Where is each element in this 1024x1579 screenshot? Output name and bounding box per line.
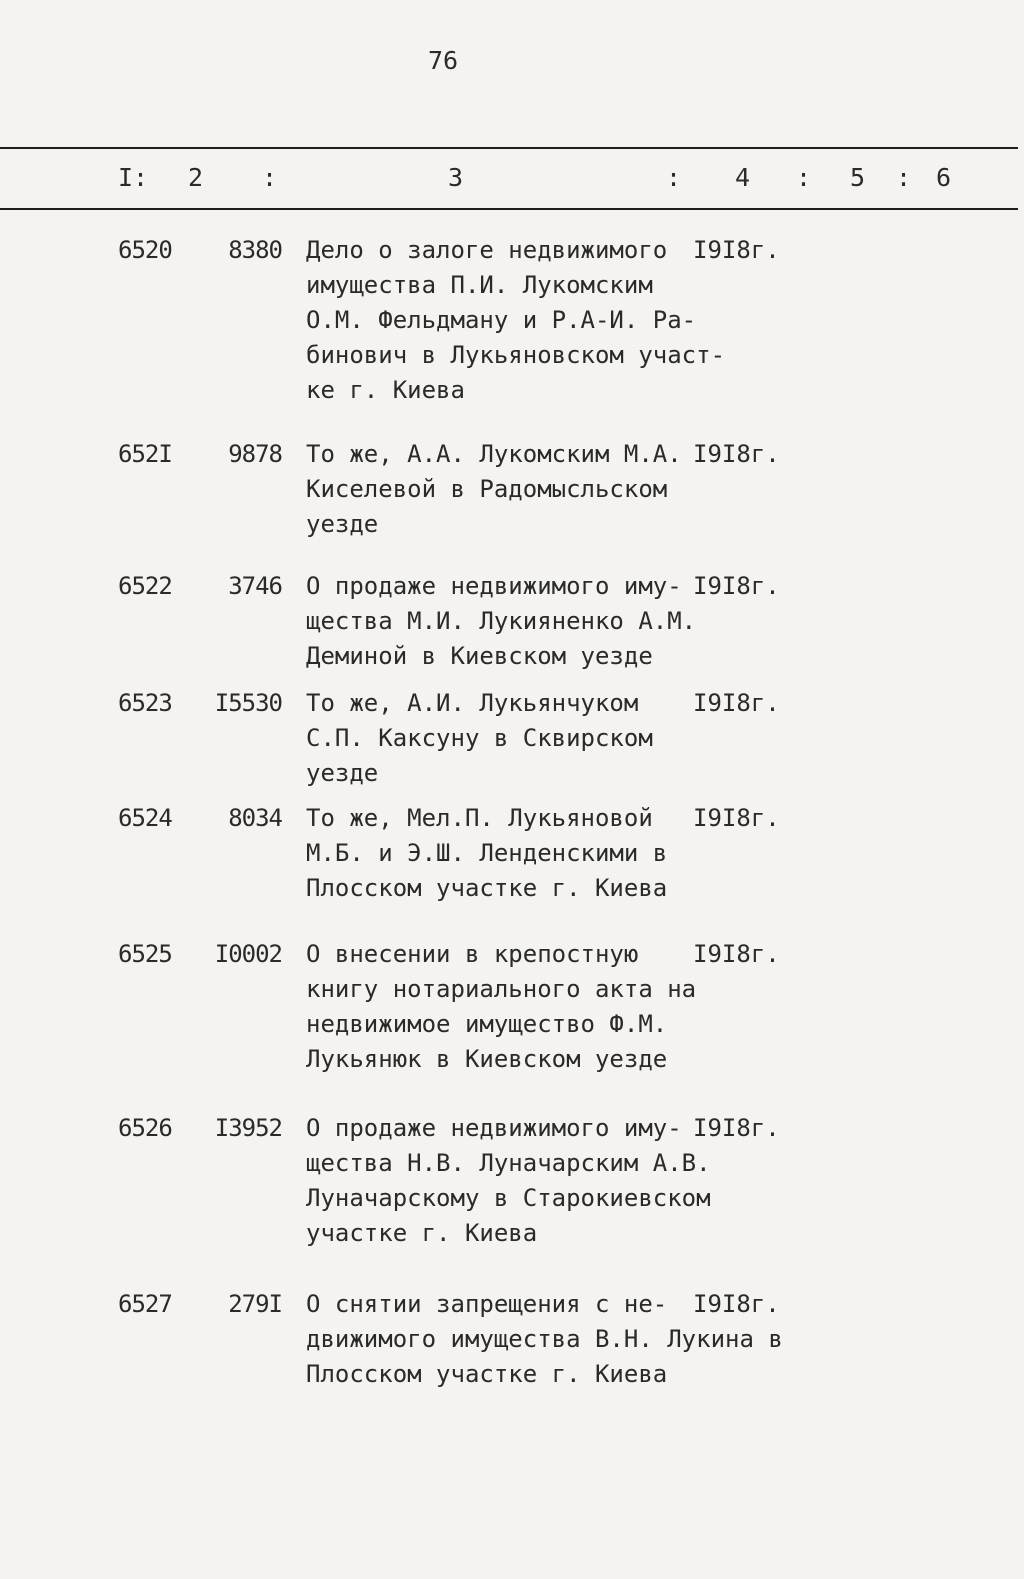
description-line: Киселевой в Радомысльском	[306, 475, 668, 503]
description-line: О снятии запрещения с не-	[306, 1290, 668, 1318]
header-col-2: 2	[188, 163, 204, 192]
record-number: 652I	[118, 440, 172, 468]
page-number: 76	[428, 46, 459, 75]
header-separator: :	[262, 163, 278, 192]
record-year: I9I8г.	[693, 689, 780, 717]
record-year: I9I8г.	[693, 804, 780, 832]
record-description	[306, 937, 706, 1077]
record-year: I9I8г.	[693, 236, 780, 264]
record-sheet: I0002	[214, 940, 282, 968]
description-line: Лукьянюк в Киевском уезде	[306, 1045, 668, 1073]
header-col-5: 5	[850, 163, 866, 192]
record-sheet: 8034	[228, 804, 282, 832]
record-description	[306, 437, 706, 542]
header-col-6: 6	[936, 163, 952, 192]
record-number: 6523	[118, 689, 172, 717]
description-line: То же, Мел.П. Лукьяновой	[306, 804, 653, 832]
description-line: имущества П.И. Лукомским	[306, 271, 653, 299]
record-number: 6525	[118, 940, 172, 968]
description-line: М.Б. и Э.Ш. Ленденскими в	[306, 839, 668, 867]
record-year: I9I8г.	[693, 1114, 780, 1142]
record-number: 6527	[118, 1290, 172, 1318]
description-line: недвижимое имущество Ф.М.	[306, 1010, 668, 1038]
description-line: О внесении в крепостную	[306, 940, 639, 968]
description-line: щества Н.В. Луначарским А.В.	[306, 1149, 711, 1177]
header-col-4: 4	[735, 163, 751, 192]
record-year: I9I8г.	[693, 572, 780, 600]
description-line: О продаже недвижимого иму-	[306, 1114, 682, 1142]
header-separator: :	[796, 163, 812, 192]
record-number: 6522	[118, 572, 172, 600]
record-sheet: I3952	[214, 1114, 282, 1142]
record-sheet: 3746	[228, 572, 282, 600]
record-number: 6524	[118, 804, 172, 832]
record-description	[306, 1111, 711, 1251]
record-description	[306, 686, 706, 791]
description-line: Дело о залоге недвижимого	[306, 236, 668, 264]
record-year: I9I8г.	[693, 440, 780, 468]
description-line: участке г. Киева	[306, 1219, 538, 1247]
description-line: книгу нотариального акта на	[306, 975, 697, 1003]
description-line: движимого имущества В.Н. Лукина в	[306, 1325, 783, 1353]
description-line: Луначарскому в Старокиевском	[306, 1184, 711, 1212]
record-sheet: I5530	[214, 689, 282, 717]
description-line: уезде	[306, 510, 379, 538]
record-year: I9I8г.	[693, 1290, 780, 1318]
header-col-1: I:	[118, 163, 149, 192]
record-sheet: 8380	[228, 236, 282, 264]
record-number: 6520	[118, 236, 172, 264]
description-line: О.М. Фельдману и Р.А-И. Ра-	[306, 306, 697, 334]
description-line: То же, А.И. Лукьянчуком	[306, 689, 639, 717]
record-sheet: 9878	[228, 440, 282, 468]
description-line: О продаже недвижимого иму-	[306, 572, 682, 600]
record-description	[306, 569, 706, 674]
description-line: уезде	[306, 759, 379, 787]
description-line: ке г. Киева	[306, 376, 465, 404]
description-line: бинович в Лукьяновском участ-	[306, 341, 726, 369]
description-line: щества М.И. Лукияненко А.М.	[306, 607, 697, 635]
record-description	[306, 801, 706, 906]
description-line: Плосском участке г. Киева	[306, 874, 668, 902]
description-line: То же, А.А. Лукомским М.А.	[306, 440, 682, 468]
column-header-row	[0, 163, 1018, 193]
record-description	[306, 233, 726, 408]
record-year: I9I8г.	[693, 940, 780, 968]
record-number: 6526	[118, 1114, 172, 1142]
header-separator: :	[896, 163, 912, 192]
description-line: С.П. Каксуну в Сквирском	[306, 724, 653, 752]
header-separator: :	[666, 163, 682, 192]
description-line: Деминой в Киевском уезде	[306, 642, 653, 670]
header-rule-bottom	[0, 208, 1018, 210]
header-col-3: 3	[448, 163, 464, 192]
description-line: Плосском участке г. Киева	[306, 1360, 668, 1388]
record-sheet: 279I	[228, 1290, 282, 1318]
header-rule-top	[0, 147, 1018, 149]
